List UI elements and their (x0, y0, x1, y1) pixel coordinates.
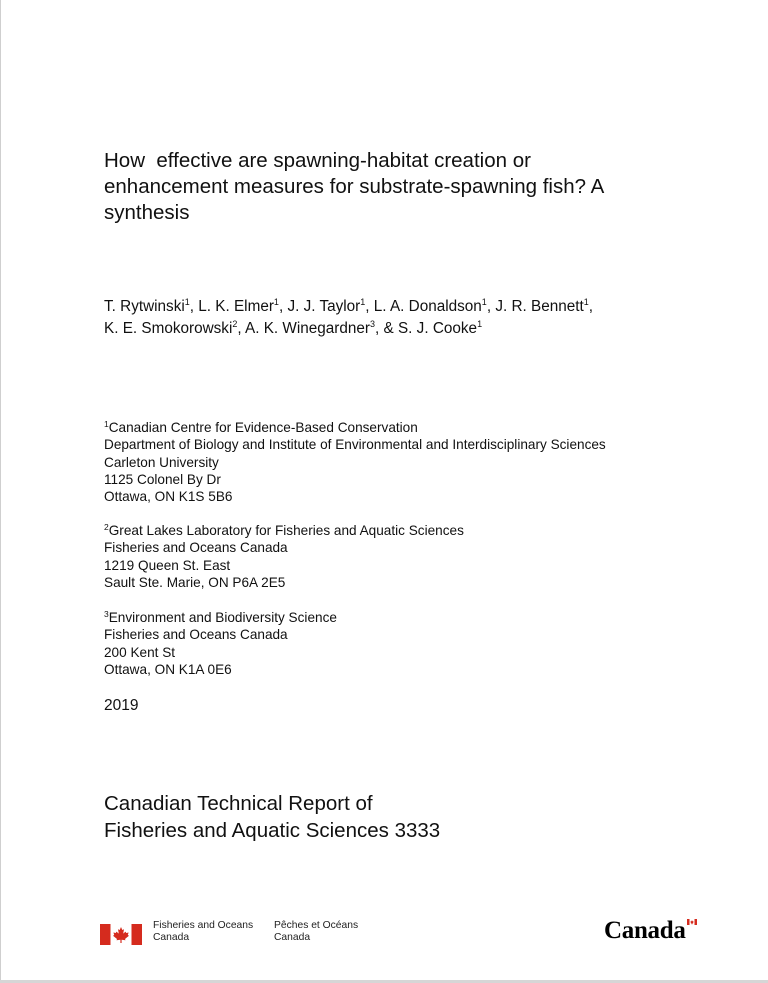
author-name: K. E. Smokorowski (104, 320, 233, 337)
author-affiliation-marker: 1 (481, 297, 487, 307)
canada-flag-icon (100, 924, 142, 945)
affiliation-marker: 2 (104, 522, 109, 532)
affiliation-2 (104, 522, 704, 591)
affiliation-text: Great Lakes Laboratory for Fisheries and Aquatic Sciences (108, 523, 464, 538)
author-separator: , (588, 298, 594, 315)
author-name: S. J. Cooke (397, 320, 478, 337)
affiliation-text: Carleton University (104, 454, 219, 470)
dept-fr-line-1: Pêches et Océans (274, 920, 359, 931)
affiliation-line (104, 644, 704, 661)
author-separator: , (486, 298, 496, 315)
canada-wordmark-text: Canada (604, 917, 686, 944)
author-affiliation-marker: 1 (583, 297, 589, 307)
affiliation-3 (104, 609, 704, 678)
dept-en-line-1: Fisheries and Oceans (153, 920, 254, 931)
dept-en-line-2: Canada (153, 932, 190, 943)
affiliation-line (104, 488, 704, 505)
author-separator: , & (375, 320, 398, 337)
author-name: A. K. Winegardner (245, 320, 371, 337)
author-separator: , (365, 298, 374, 315)
affiliation-text: Sault Ste. Marie, ON P6A 2E5 (104, 574, 286, 590)
affiliation-line (104, 609, 704, 626)
affiliation-1 (104, 419, 704, 505)
author-name: T. Rytwinski (104, 298, 185, 315)
affiliation-text: Ottawa, ON K1A 0E6 (104, 661, 232, 677)
author-line-2 (104, 318, 704, 340)
canada-wordmark (604, 917, 700, 947)
author-separator: , (237, 320, 246, 337)
author-name: J. R. Bennett (495, 298, 584, 315)
affiliation-marker: 1 (104, 419, 109, 429)
department-name-french (274, 920, 358, 944)
author-line-1 (104, 296, 704, 318)
author-affiliation-marker: 2 (232, 319, 238, 329)
author-affiliation-marker: 1 (273, 297, 279, 307)
affiliation-line (104, 436, 704, 453)
author-name: J. J. Taylor (287, 298, 361, 315)
affiliation-line (104, 419, 704, 436)
affiliation-text: 200 Kent St (104, 644, 176, 660)
affiliation-text: Environment and Biodiversity Science (108, 610, 337, 625)
affiliation-line (104, 539, 704, 556)
affiliation-line (104, 574, 704, 591)
wordmark-flag-icon (687, 919, 697, 925)
author-separator: , (189, 298, 199, 315)
affiliation-line (104, 454, 704, 471)
document-title: How effective are spawning-habitat creation or enhancement measures for substrate-spawning fish? A synthesis (104, 149, 605, 224)
author-affiliation-marker: 1 (184, 297, 190, 307)
affiliation-line (104, 471, 704, 488)
affiliation-text: Fisheries and Oceans Canada (104, 627, 288, 643)
author-affiliation-marker: 1 (477, 319, 483, 329)
affiliation-text: Fisheries and Oceans Canada (104, 540, 288, 556)
publication-year: 2019 (104, 697, 139, 714)
author-list (104, 296, 704, 340)
affiliation-text: Department of Biology and Institute of Environmental and Interdisciplinary Sciences (104, 437, 606, 453)
dept-fr-line-2: Canada (274, 932, 311, 943)
report-series (104, 790, 704, 844)
department-name-english (153, 920, 253, 944)
author-name: L. K. Elmer (198, 298, 274, 315)
author-name: L. A. Donaldson (373, 298, 482, 315)
federal-identity-signature (100, 919, 380, 951)
affiliation-text: Canadian Centre for Evidence-Based Conservation (108, 420, 418, 435)
affiliation-text: 1125 Colonel By Dr (104, 471, 221, 487)
report-series-line-2: Fisheries and Aquatic Sciences 3333 (104, 819, 441, 842)
affiliation-line (104, 557, 704, 574)
author-affiliation-marker: 1 (360, 297, 366, 307)
author-affiliation-marker: 3 (370, 319, 376, 329)
affiliation-line (104, 661, 704, 678)
affiliation-line (104, 522, 704, 539)
report-series-line-1: Canadian Technical Report of (104, 792, 373, 815)
affiliation-line (104, 626, 704, 643)
author-separator: , (278, 298, 288, 315)
page-left-edge (0, 0, 1, 983)
affiliation-marker: 3 (104, 609, 109, 619)
affiliation-text: Ottawa, ON K1S 5B6 (104, 489, 233, 505)
affiliation-text: 1219 Queen St. East (104, 557, 231, 573)
